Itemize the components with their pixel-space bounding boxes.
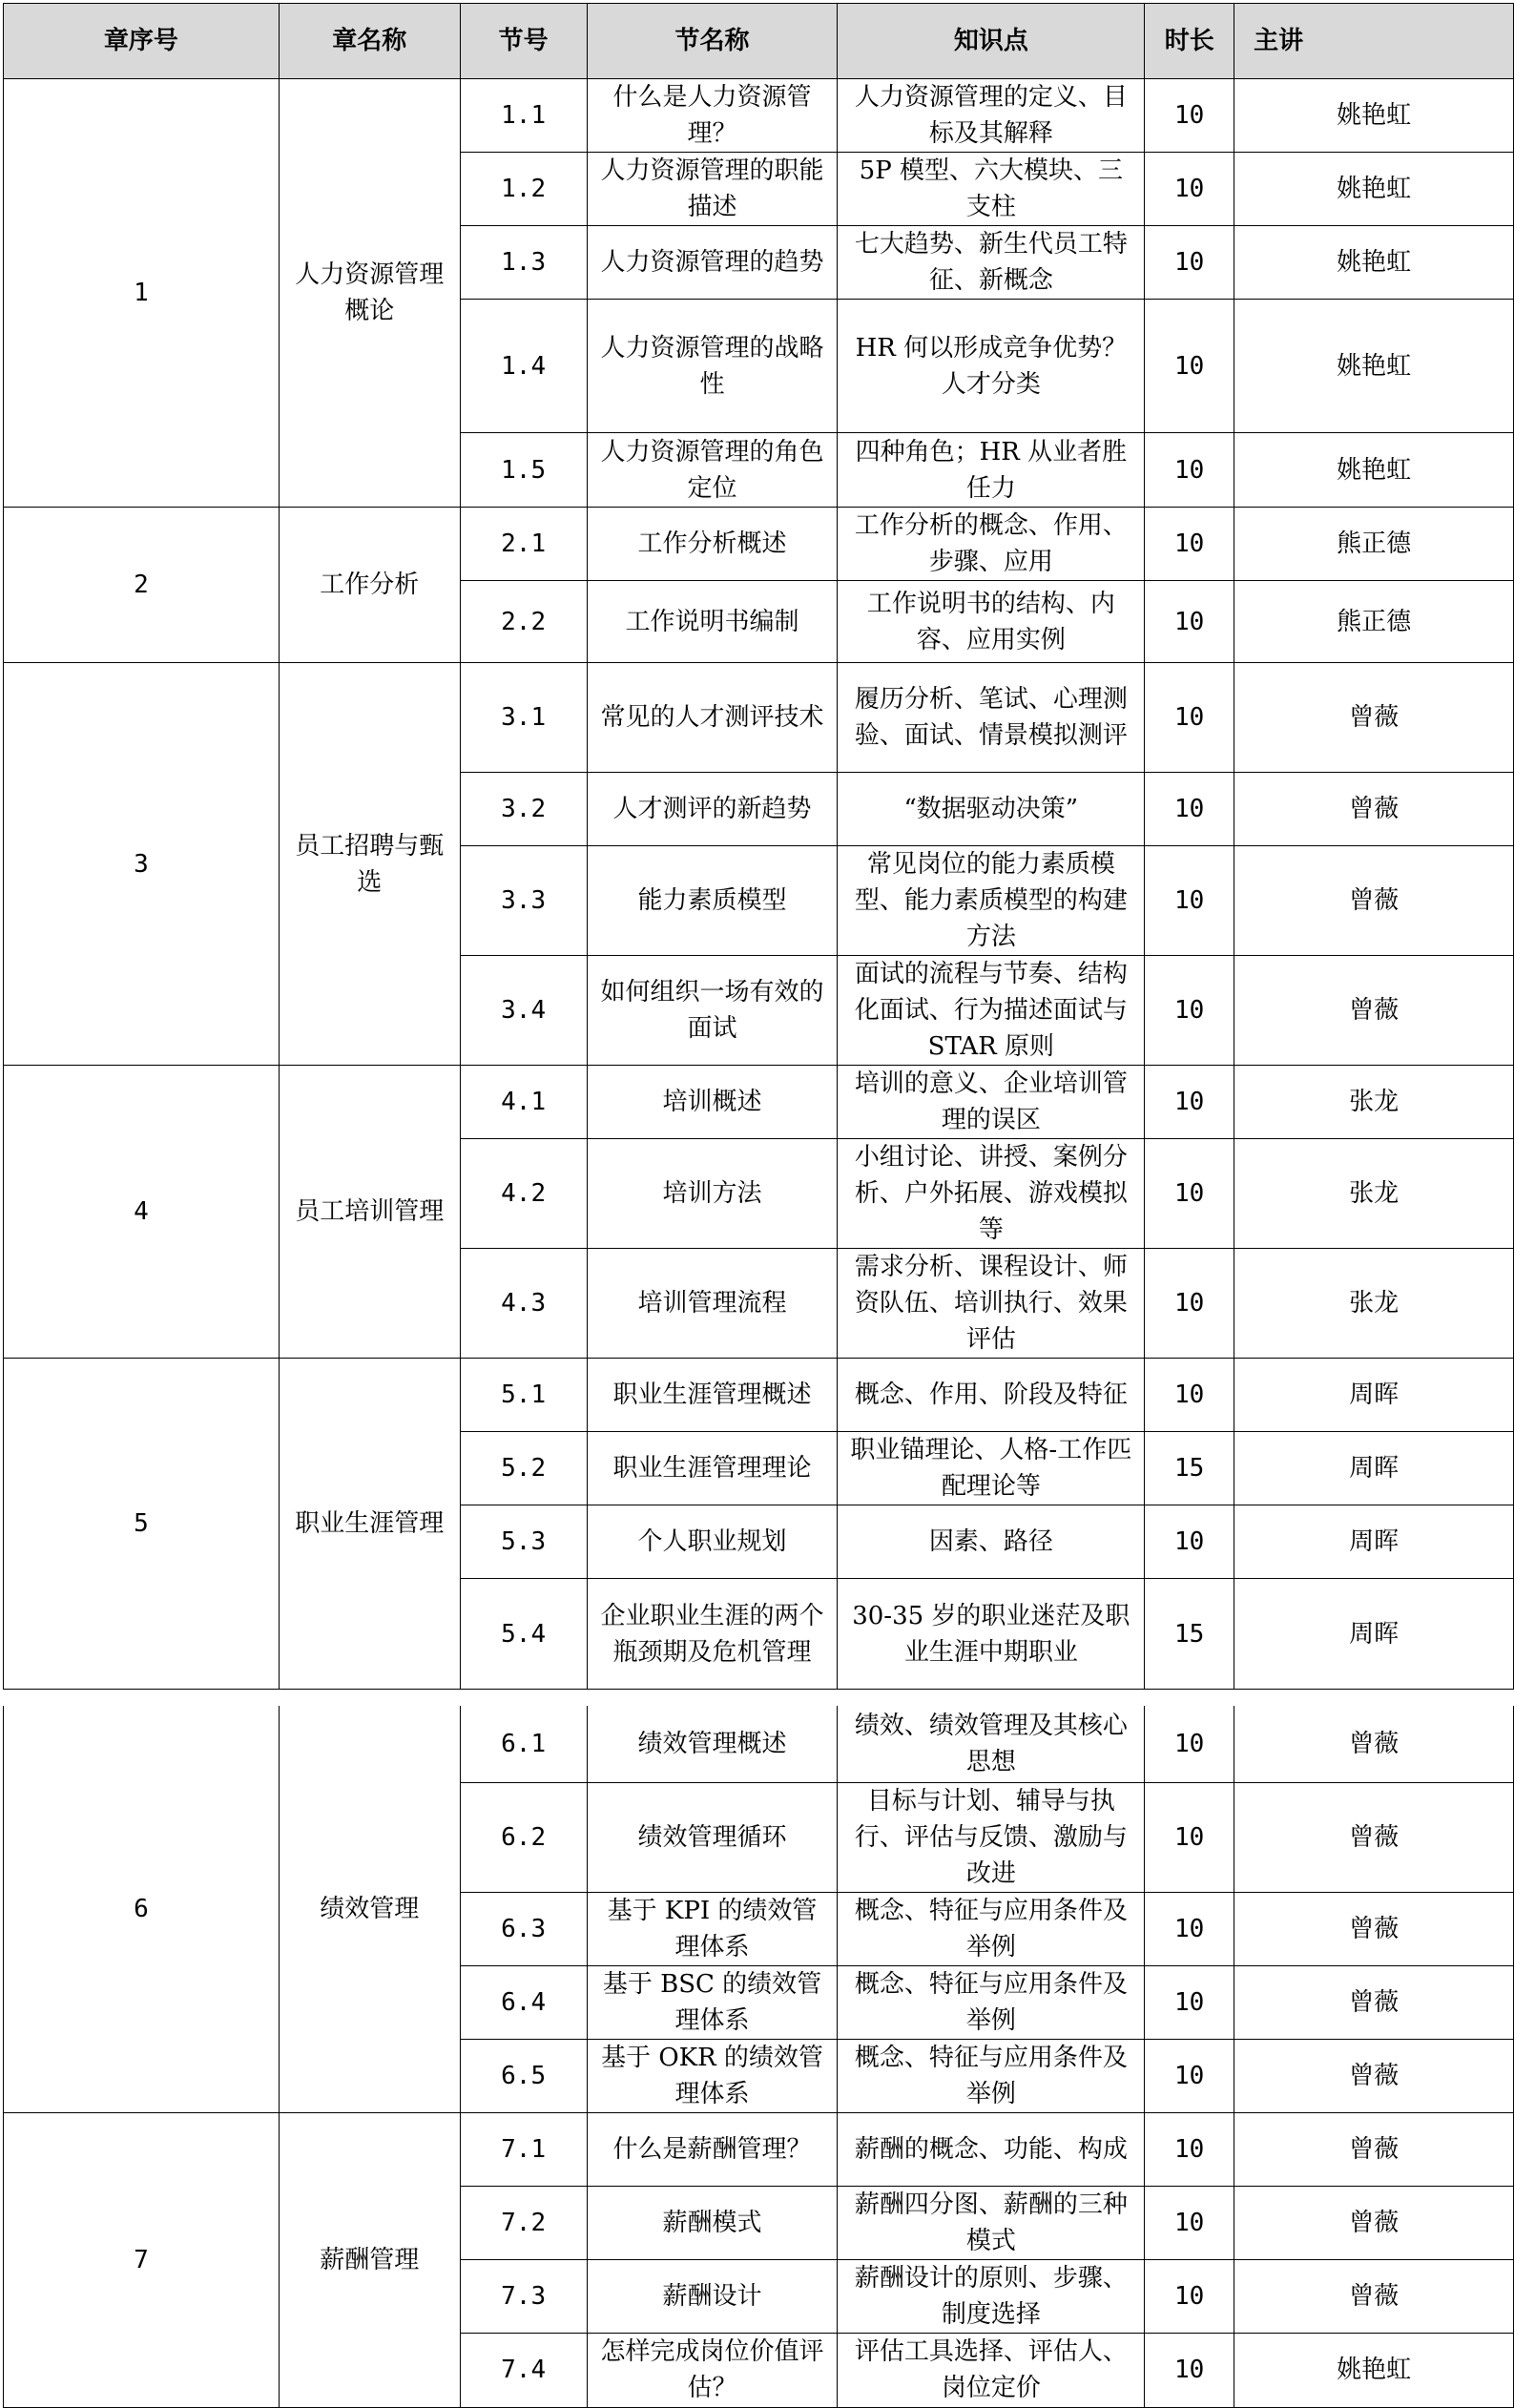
duration: 10 bbox=[1145, 433, 1234, 508]
section-title: 企业职业生涯的两个瓶颈期及危机管理 bbox=[587, 1579, 838, 1690]
duration: 10 bbox=[1145, 663, 1234, 773]
course-table-part-1 bbox=[3, 3, 1514, 1690]
duration: 10 bbox=[1145, 581, 1234, 663]
duration: 10 bbox=[1145, 2112, 1234, 2186]
header-section-name: 节名称 bbox=[587, 4, 838, 79]
knowledge-points: 小组讨论、讲授、案例分析、户外拓展、游戏模拟等 bbox=[838, 1139, 1145, 1249]
section-title: 什么是人力资源管理？ bbox=[587, 79, 838, 153]
knowledge-points: 面试的流程与节奏、结构化面试、行为描述面试与 STAR 原则 bbox=[838, 956, 1145, 1066]
section-number: 6.4 bbox=[460, 1965, 587, 2039]
section-number: 3.3 bbox=[460, 846, 587, 956]
section-title: 人力资源管理的战略性 bbox=[587, 300, 838, 433]
lecturer: 曾薇 bbox=[1234, 956, 1514, 1066]
lecturer: 姚艳虹 bbox=[1234, 2333, 1514, 2407]
knowledge-points: 5P 模型、六大模块、三支柱 bbox=[838, 153, 1145, 226]
section-number: 1.1 bbox=[460, 79, 587, 153]
table-row bbox=[4, 508, 1514, 581]
section-title: 人才测评的新趋势 bbox=[587, 773, 838, 846]
section-title: 绩效管理概述 bbox=[587, 1706, 838, 1782]
section-number: 5.3 bbox=[460, 1505, 587, 1579]
lecturer: 曾薇 bbox=[1234, 1706, 1514, 1782]
section-title: 什么是薪酬管理？ bbox=[587, 2112, 838, 2186]
table-row bbox=[4, 2112, 1514, 2186]
knowledge-points: 职业锚理论、人格-工作匹配理论等 bbox=[838, 1432, 1145, 1505]
duration: 10 bbox=[1145, 1706, 1234, 1782]
lecturer: 曾薇 bbox=[1234, 2112, 1514, 2186]
duration: 10 bbox=[1145, 773, 1234, 846]
knowledge-points: “数据驱动决策” bbox=[838, 773, 1145, 846]
lecturer: 姚艳虹 bbox=[1234, 433, 1514, 508]
chapter-number: 4 bbox=[4, 1066, 280, 1359]
section-number: 3.1 bbox=[460, 663, 587, 773]
section-number: 7.3 bbox=[460, 2259, 587, 2333]
knowledge-points: 概念、作用、阶段及特征 bbox=[838, 1359, 1145, 1432]
section-title: 培训管理流程 bbox=[587, 1249, 838, 1359]
chapter-name: 员工招聘与甄选 bbox=[279, 663, 460, 1066]
section-title: 怎样完成岗位价值评估？ bbox=[587, 2333, 838, 2407]
duration: 10 bbox=[1145, 1359, 1234, 1432]
lecturer: 曾薇 bbox=[1234, 663, 1514, 773]
section-title: 绩效管理循环 bbox=[587, 1782, 838, 1892]
lecturer: 曾薇 bbox=[1234, 1892, 1514, 1965]
knowledge-points: 薪酬的概念、功能、构成 bbox=[838, 2112, 1145, 2186]
knowledge-points: 目标与计划、辅导与执行、评估与反馈、激励与改进 bbox=[838, 1782, 1145, 1892]
duration: 10 bbox=[1145, 1249, 1234, 1359]
knowledge-points: 概念、特征与应用条件及举例 bbox=[838, 2039, 1145, 2112]
header-chapter-name: 章名称 bbox=[279, 4, 460, 79]
section-number: 7.4 bbox=[460, 2333, 587, 2407]
lecturer: 张龙 bbox=[1234, 1066, 1514, 1139]
duration: 10 bbox=[1145, 79, 1234, 153]
duration: 10 bbox=[1145, 226, 1234, 300]
chapter-number: 7 bbox=[4, 2112, 280, 2407]
duration: 10 bbox=[1145, 1505, 1234, 1579]
section-number: 5.4 bbox=[460, 1579, 587, 1690]
section-title: 薪酬模式 bbox=[587, 2186, 838, 2259]
chapter-number: 3 bbox=[4, 663, 280, 1066]
duration: 10 bbox=[1145, 1066, 1234, 1139]
section-number: 4.3 bbox=[460, 1249, 587, 1359]
knowledge-points: 需求分析、课程设计、师资队伍、培训执行、效果评估 bbox=[838, 1249, 1145, 1359]
knowledge-points: 人力资源管理的定义、目标及其解释 bbox=[838, 79, 1145, 153]
section-title: 工作分析概述 bbox=[587, 508, 838, 581]
knowledge-points: 培训的意义、企业培训管理的误区 bbox=[838, 1066, 1145, 1139]
lecturer: 周晖 bbox=[1234, 1505, 1514, 1579]
duration: 10 bbox=[1145, 1782, 1234, 1892]
table-row bbox=[4, 1359, 1514, 1432]
lecturer: 熊正德 bbox=[1234, 508, 1514, 581]
chapter-name: 员工培训管理 bbox=[279, 1066, 460, 1359]
section-title: 基于 OKR 的绩效管理体系 bbox=[587, 2039, 838, 2112]
section-number: 4.1 bbox=[460, 1066, 587, 1139]
section-title: 基于 KPI 的绩效管理体系 bbox=[587, 1892, 838, 1965]
table-row bbox=[4, 1706, 1514, 1782]
chapter-name: 绩效管理 bbox=[279, 1706, 460, 2112]
duration: 15 bbox=[1145, 1432, 1234, 1505]
lecturer: 曾薇 bbox=[1234, 2186, 1514, 2259]
table-row bbox=[4, 79, 1514, 153]
header-chapter-no: 章序号 bbox=[4, 4, 280, 79]
duration: 10 bbox=[1145, 2333, 1234, 2407]
section-title: 薪酬设计 bbox=[587, 2259, 838, 2333]
duration: 10 bbox=[1145, 1892, 1234, 1965]
knowledge-points: 薪酬设计的原则、步骤、制度选择 bbox=[838, 2259, 1145, 2333]
section-title: 培训方法 bbox=[587, 1139, 838, 1249]
lecturer: 曾薇 bbox=[1234, 846, 1514, 956]
header-knowledge-points: 知识点 bbox=[838, 4, 1145, 79]
duration: 10 bbox=[1145, 2039, 1234, 2112]
section-title: 职业生涯管理概述 bbox=[587, 1359, 838, 1432]
lecturer: 周晖 bbox=[1234, 1432, 1514, 1505]
lecturer: 曾薇 bbox=[1234, 1782, 1514, 1892]
lecturer: 姚艳虹 bbox=[1234, 79, 1514, 153]
section-number: 1.4 bbox=[460, 300, 587, 433]
header-lecturer: 主讲 bbox=[1234, 4, 1514, 79]
section-number: 3.4 bbox=[460, 956, 587, 1066]
section-number: 6.5 bbox=[460, 2039, 587, 2112]
chapter-number: 6 bbox=[4, 1706, 280, 2112]
lecturer: 姚艳虹 bbox=[1234, 226, 1514, 300]
section-title: 基于 BSC 的绩效管理体系 bbox=[587, 1965, 838, 2039]
section-title: 如何组织一场有效的面试 bbox=[587, 956, 838, 1066]
chapter-number: 2 bbox=[4, 508, 280, 663]
header-row bbox=[4, 4, 1514, 79]
knowledge-points: 工作分析的概念、作用、步骤、应用 bbox=[838, 508, 1145, 581]
section-number: 1.3 bbox=[460, 226, 587, 300]
duration: 15 bbox=[1145, 1579, 1234, 1690]
section-number: 1.5 bbox=[460, 433, 587, 508]
section-number: 5.2 bbox=[460, 1432, 587, 1505]
lecturer: 曾薇 bbox=[1234, 1965, 1514, 2039]
section-number: 3.2 bbox=[460, 773, 587, 846]
duration: 10 bbox=[1145, 300, 1234, 433]
knowledge-points: 工作说明书的结构、内容、应用实例 bbox=[838, 581, 1145, 663]
lecturer: 周晖 bbox=[1234, 1579, 1514, 1690]
knowledge-points: 30-35 岁的职业迷茫及职业生涯中期职业 bbox=[838, 1579, 1145, 1690]
section-title: 人力资源管理的趋势 bbox=[587, 226, 838, 300]
chapter-name: 工作分析 bbox=[279, 508, 460, 663]
section-title: 常见的人才测评技术 bbox=[587, 663, 838, 773]
section-title: 人力资源管理的职能描述 bbox=[587, 153, 838, 226]
table-row bbox=[4, 1066, 1514, 1139]
section-number: 5.1 bbox=[460, 1359, 587, 1432]
course-table-part-2 bbox=[3, 1706, 1514, 2408]
section-number: 2.2 bbox=[460, 581, 587, 663]
knowledge-points: 评估工具选择、评估人、岗位定价 bbox=[838, 2333, 1145, 2407]
section-number: 6.1 bbox=[460, 1706, 587, 1782]
chapter-name: 人力资源管理概论 bbox=[279, 79, 460, 508]
section-title: 人力资源管理的角色定位 bbox=[587, 433, 838, 508]
section-title: 工作说明书编制 bbox=[587, 581, 838, 663]
knowledge-points: 绩效、绩效管理及其核心思想 bbox=[838, 1706, 1145, 1782]
header-section-no: 节号 bbox=[460, 4, 587, 79]
lecturer: 姚艳虹 bbox=[1234, 300, 1514, 433]
section-number: 7.2 bbox=[460, 2186, 587, 2259]
duration: 10 bbox=[1145, 2186, 1234, 2259]
section-title: 个人职业规划 bbox=[587, 1505, 838, 1579]
section-number: 6.2 bbox=[460, 1782, 587, 1892]
duration: 10 bbox=[1145, 508, 1234, 581]
knowledge-points: 薪酬四分图、薪酬的三种模式 bbox=[838, 2186, 1145, 2259]
table-row bbox=[4, 663, 1514, 773]
knowledge-points: 七大趋势、新生代员工特征、新概念 bbox=[838, 226, 1145, 300]
duration: 10 bbox=[1145, 1965, 1234, 2039]
lecturer: 曾薇 bbox=[1234, 2039, 1514, 2112]
chapter-name: 薪酬管理 bbox=[279, 2112, 460, 2407]
lecturer: 曾薇 bbox=[1234, 773, 1514, 846]
lecturer: 张龙 bbox=[1234, 1249, 1514, 1359]
duration: 10 bbox=[1145, 846, 1234, 956]
lecturer: 姚艳虹 bbox=[1234, 153, 1514, 226]
duration: 10 bbox=[1145, 2259, 1234, 2333]
knowledge-points: 概念、特征与应用条件及举例 bbox=[838, 1892, 1145, 1965]
duration: 10 bbox=[1145, 956, 1234, 1066]
lecturer: 曾薇 bbox=[1234, 2259, 1514, 2333]
section-number: 7.1 bbox=[460, 2112, 587, 2186]
section-number: 1.2 bbox=[460, 153, 587, 226]
lecturer: 熊正德 bbox=[1234, 581, 1514, 663]
duration: 10 bbox=[1145, 153, 1234, 226]
knowledge-points: HR 何以形成竞争优势？人才分类 bbox=[838, 300, 1145, 433]
knowledge-points: 因素、路径 bbox=[838, 1505, 1145, 1579]
section-title: 职业生涯管理理论 bbox=[587, 1432, 838, 1505]
lecturer: 张龙 bbox=[1234, 1139, 1514, 1249]
header-duration: 时长 bbox=[1145, 4, 1234, 79]
chapter-number: 1 bbox=[4, 79, 280, 508]
knowledge-points: 概念、特征与应用条件及举例 bbox=[838, 1965, 1145, 2039]
section-number: 2.1 bbox=[460, 508, 587, 581]
knowledge-points: 履历分析、笔试、心理测验、面试、情景模拟测评 bbox=[838, 663, 1145, 773]
knowledge-points: 四种角色；HR 从业者胜任力 bbox=[838, 433, 1145, 508]
section-title: 能力素质模型 bbox=[587, 846, 838, 956]
lecturer: 周晖 bbox=[1234, 1359, 1514, 1432]
knowledge-points: 常见岗位的能力素质模型、能力素质模型的构建方法 bbox=[838, 846, 1145, 956]
section-number: 4.2 bbox=[460, 1139, 587, 1249]
chapter-number: 5 bbox=[4, 1359, 280, 1690]
duration: 10 bbox=[1145, 1139, 1234, 1249]
section-number: 6.3 bbox=[460, 1892, 587, 1965]
section-title: 培训概述 bbox=[587, 1066, 838, 1139]
chapter-name: 职业生涯管理 bbox=[279, 1359, 460, 1690]
